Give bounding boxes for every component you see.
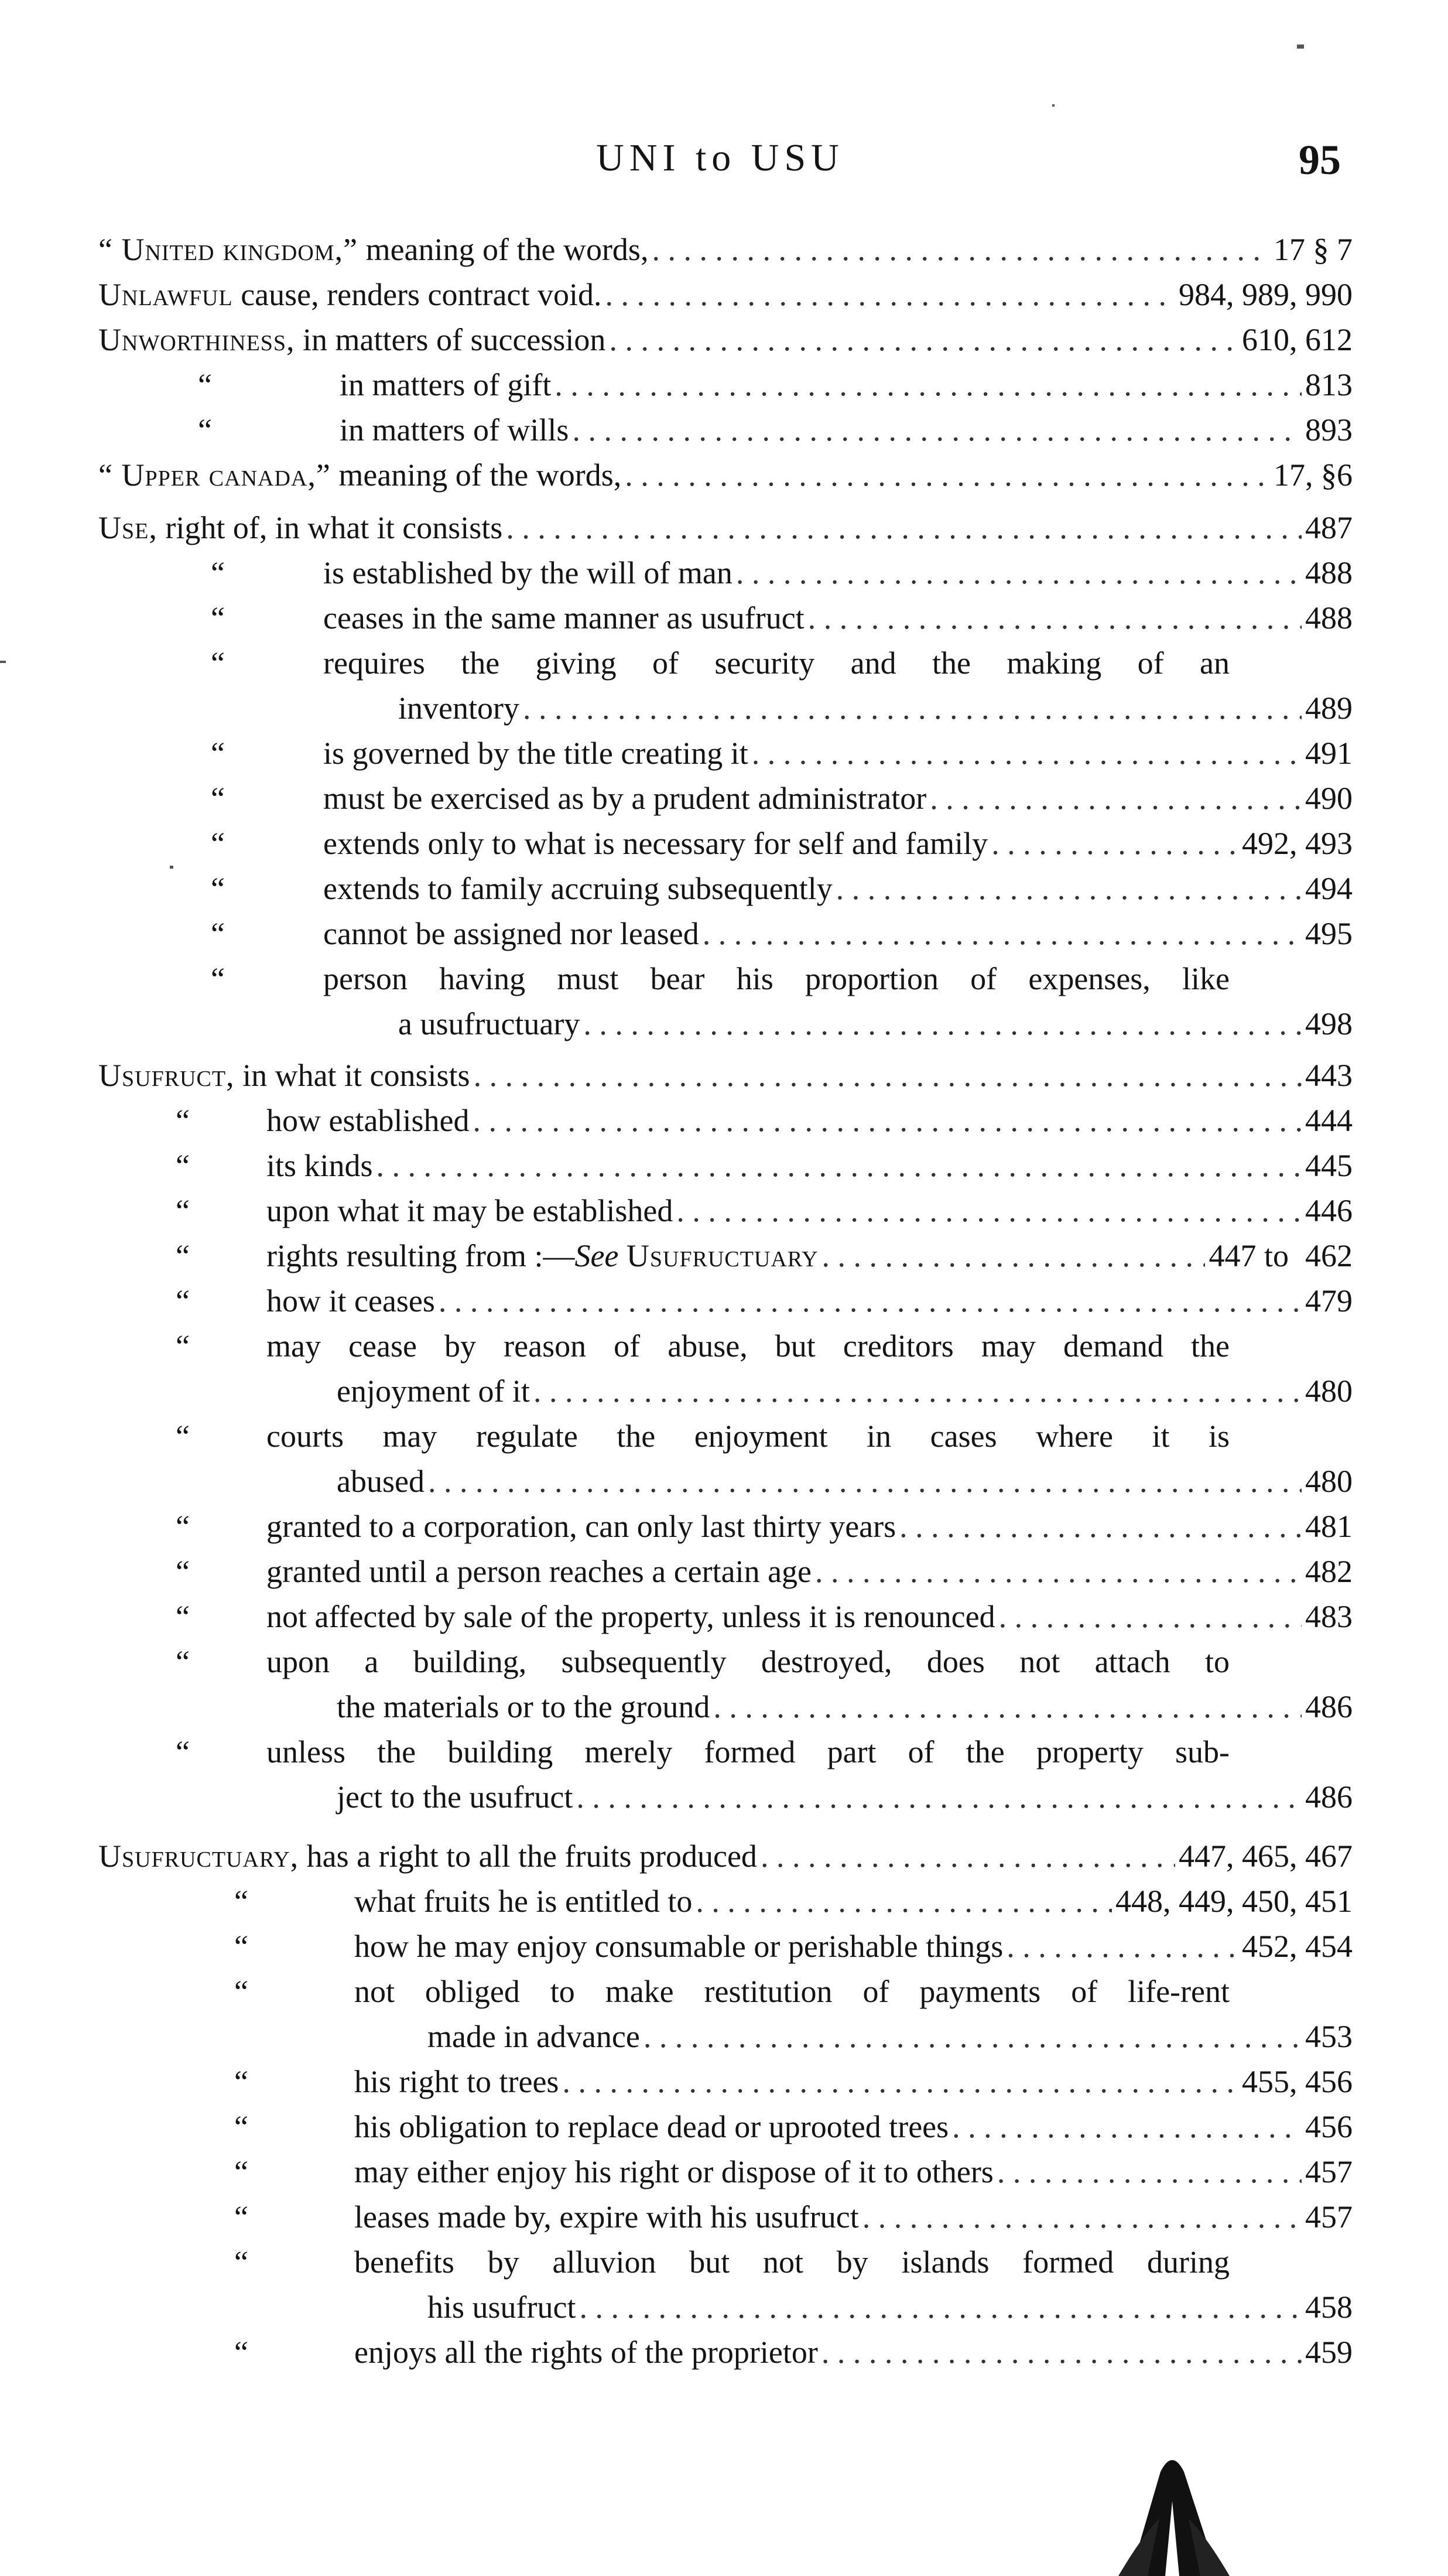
ditto-mark: “ <box>176 1734 190 1769</box>
index-entry-text: extends to family accruing subsequently <box>323 871 833 906</box>
page-reference: 487 <box>1305 510 1353 545</box>
index-entry-continuation: inventory <box>398 691 519 726</box>
index-entry <box>98 231 1353 268</box>
page-reference: 495 <box>1305 916 1353 951</box>
page-reference: 458 <box>1305 2290 1353 2325</box>
dot-leader <box>808 600 1302 636</box>
dot-leader <box>815 1553 1302 1590</box>
index-entry <box>323 555 1353 591</box>
page-reference: 457 <box>1305 2154 1353 2189</box>
index-entry-text: has a right to all the fruits produced <box>299 1839 757 1874</box>
index-entry-text: extends only to what is necessary for self and family <box>323 826 988 861</box>
ditto-mark: “ <box>234 2154 248 2189</box>
dot-leader <box>474 1057 1302 1094</box>
index-entry <box>323 735 1353 771</box>
page-reference: 479 <box>1305 1283 1353 1318</box>
index-entry-text: in matters of wills <box>340 412 569 447</box>
page-reference: 489 <box>1305 691 1353 726</box>
index-entry <box>427 2018 1353 2055</box>
index-entry <box>337 1689 1353 1725</box>
index-entry-text: not obliged to make restitution of payments of life-rent <box>354 1974 1230 2009</box>
index-entry <box>354 2334 1353 2370</box>
index-entry <box>266 1508 1353 1545</box>
index-entry <box>266 1102 1353 1139</box>
ditto-mark: “ <box>234 1929 248 1964</box>
page-reference: 453 <box>1305 2019 1353 2054</box>
page-reference: 488 <box>1305 555 1353 590</box>
dot-leader <box>952 2109 1302 2145</box>
page-reference: 483 <box>1305 1599 1353 1634</box>
page-reference: 455, 456 <box>1242 2064 1353 2099</box>
ditto-mark: “ <box>234 2244 248 2280</box>
page-reference: 443 <box>1305 1058 1353 1093</box>
index-entry-text: right of, in what it consists <box>157 510 503 545</box>
ditto-mark: “ <box>176 1509 190 1544</box>
ditto-mark: “ <box>234 2109 248 2144</box>
page-reference: 492, 493 <box>1242 826 1353 861</box>
index-entry-text: in what it consists <box>234 1058 470 1093</box>
dot-leader <box>703 915 1302 952</box>
index-entry-text: in matters of gift <box>340 367 552 402</box>
index-entry-text: meaning of the words, <box>358 232 649 267</box>
index-entry-text: is established by the will of man <box>323 555 732 590</box>
ditto-mark: “ <box>234 2064 248 2099</box>
ditto-mark: “ <box>198 412 212 447</box>
index-entry-text: person having must bear his proportion of expenses, like <box>323 961 1230 996</box>
dot-leader <box>554 367 1302 403</box>
dot-leader <box>999 1598 1302 1635</box>
page-reference-prefix: 447 to <box>1209 1238 1289 1273</box>
index-entry <box>98 1838 1353 1874</box>
page-reference: 610, 612 <box>1242 322 1353 357</box>
dot-leader <box>439 1283 1302 1319</box>
index-entry <box>337 1463 1353 1499</box>
dot-leader <box>643 2018 1302 2055</box>
index-entry-text: requires the giving of security and the making of an <box>323 645 1230 681</box>
see-term: Usufructuary <box>626 1238 819 1273</box>
index-entry <box>266 1193 1353 1229</box>
dot-leader <box>862 2199 1302 2235</box>
dot-leader <box>752 735 1302 771</box>
index-headword: “ United kingdom,” <box>98 232 358 267</box>
page-reference: 17, §6 <box>1274 457 1353 493</box>
index-entry <box>323 780 1353 816</box>
dot-leader <box>605 276 1175 313</box>
ditto-mark: “ <box>176 1328 190 1364</box>
index-entry <box>98 510 1353 546</box>
ditto-mark: “ <box>176 1644 190 1679</box>
dot-leader <box>428 1463 1302 1499</box>
print-speck <box>0 661 6 663</box>
index-entry-text: courts may regulate the enjoyment in cases where it is <box>266 1419 1230 1454</box>
page-reference: 457 <box>1305 2199 1353 2235</box>
ditto-mark: “ <box>176 1554 190 1589</box>
index-entry-text: granted until a person reaches a certain age <box>266 1554 812 1589</box>
dot-leader <box>696 1883 1112 1919</box>
dot-leader <box>562 2063 1238 2100</box>
page-reference: 448, 449, 450, 451 <box>1115 1884 1353 1919</box>
index-entry-text: what fruits he is entitled to <box>354 1884 693 1919</box>
index-entry <box>340 367 1353 403</box>
dot-leader <box>997 2154 1302 2190</box>
dot-leader <box>736 555 1302 591</box>
dot-leader <box>676 1193 1302 1229</box>
dot-leader <box>506 510 1302 546</box>
page-reference: 444 <box>1305 1103 1353 1138</box>
spacer <box>618 1238 627 1274</box>
page-reference: 813 <box>1305 367 1353 402</box>
index-entry <box>98 457 1353 493</box>
index-entry <box>354 1928 1353 1965</box>
page-reference: 445 <box>1305 1148 1353 1183</box>
index-entry <box>340 412 1353 448</box>
page-reference: 480 <box>1305 1464 1353 1499</box>
dot-leader <box>836 870 1302 907</box>
index-headword: Unlawful <box>98 277 233 312</box>
ditto-mark: “ <box>211 645 225 681</box>
index-entry-continuation: abused <box>337 1464 425 1499</box>
page-reference: 488 <box>1305 600 1353 636</box>
index-entry-text: ceases in the same manner as usufruct <box>323 600 805 636</box>
index-entry <box>323 825 1353 862</box>
page-reference: 447, 465, 467 <box>1179 1839 1353 1874</box>
dot-leader <box>376 1147 1302 1184</box>
index-entry <box>266 1598 1353 1635</box>
index-entry <box>354 2063 1353 2100</box>
printer-ornament-icon <box>1107 2448 1241 2576</box>
page-reference: 486 <box>1305 1779 1353 1815</box>
index-headword: “ Upper canada,” <box>98 457 331 493</box>
dot-leader <box>625 457 1270 493</box>
dot-leader <box>533 1373 1302 1409</box>
page-reference: 480 <box>1305 1374 1353 1409</box>
dot-leader <box>579 2289 1302 2325</box>
print-speck <box>1297 45 1304 49</box>
page-reference: 893 <box>1305 412 1353 447</box>
dot-leader <box>576 1779 1302 1815</box>
dot-leader <box>572 412 1302 448</box>
page-reference: 490 <box>1305 781 1353 816</box>
index-entry <box>337 1373 1353 1409</box>
page-reference: 486 <box>1305 1689 1353 1724</box>
index-entry-text: may cease by reason of abuse, but creditors may demand the <box>266 1328 1230 1364</box>
index-entry-continuation: enjoyment of it <box>337 1374 530 1409</box>
page-header <box>100 136 1341 189</box>
index-headword: Usufructuary, <box>98 1839 299 1874</box>
index-entry-text: rights resulting from :— <box>266 1238 575 1273</box>
index-entry-text: how established <box>266 1103 470 1138</box>
index-entry <box>354 2199 1353 2235</box>
index-entry-text: is governed by the title creating it <box>323 736 748 771</box>
index-entry-text: cause, renders contract void. <box>232 277 602 312</box>
page-reference: 498 <box>1305 1006 1353 1041</box>
ditto-mark: “ <box>211 826 225 861</box>
index-entry <box>266 1283 1353 1319</box>
running-head: UNI to USU <box>596 136 844 179</box>
ditto-mark: “ <box>234 2199 248 2235</box>
dot-leader <box>930 780 1302 816</box>
dot-leader <box>713 1689 1302 1725</box>
index-entry-text: enjoys all the rights of the proprietor <box>354 2335 818 2370</box>
page-reference: 462 <box>1305 1238 1353 1273</box>
index-entry <box>266 1147 1353 1184</box>
dot-leader <box>822 1238 1206 1274</box>
index-entry-text: leases made by, expire with his usufruct <box>354 2199 859 2235</box>
print-speck <box>1052 104 1055 107</box>
page-reference: 452, 454 <box>1242 1929 1353 1964</box>
ditto-mark: “ <box>176 1283 190 1318</box>
index-entry <box>354 2109 1353 2145</box>
ditto-mark: “ <box>234 1884 248 1919</box>
index-entry-text: its kinds <box>266 1148 373 1183</box>
index-entry-text: granted to a corporation, can only last thirty years <box>266 1509 896 1544</box>
ditto-mark: “ <box>211 781 225 816</box>
page-reference: 17 § 7 <box>1274 232 1353 267</box>
dot-leader <box>899 1508 1302 1545</box>
index-entry <box>398 690 1353 726</box>
ditto-mark: “ <box>211 600 225 636</box>
print-speck <box>170 866 173 869</box>
index-entry <box>323 600 1353 636</box>
dot-leader <box>473 1102 1302 1139</box>
page-reference: 459 <box>1305 2335 1353 2370</box>
index-entry <box>266 1553 1353 1590</box>
index-entry-continuation: the materials or to the ground <box>337 1689 710 1724</box>
page-reference: 984, 989, 990 <box>1179 277 1353 312</box>
index-entry <box>98 276 1353 313</box>
dot-leader <box>991 825 1238 862</box>
index-entry-continuation: ject to the usufruct <box>337 1779 573 1815</box>
page-reference: 446 <box>1305 1193 1353 1228</box>
index-entry <box>398 1006 1353 1042</box>
index-entry <box>337 1779 1353 1815</box>
dot-leader <box>523 690 1302 726</box>
index-entry-continuation: made in advance <box>427 2019 640 2054</box>
ditto-mark: “ <box>234 2335 248 2370</box>
dot-leader <box>821 2334 1302 2370</box>
index-entry-text: must be exercised as by a prudent administrator <box>323 781 927 816</box>
index-entry-text: cannot be assigned nor leased <box>323 916 699 951</box>
index-entry <box>354 1883 1353 1919</box>
index-entry <box>98 322 1353 358</box>
page-reference: 494 <box>1305 871 1353 906</box>
index-entry-text: upon a building, subsequently destroyed, does not attach to <box>266 1644 1230 1679</box>
index-entry-continuation: his usufruct <box>427 2290 576 2325</box>
index-entry-continuation: a usufructuary <box>398 1006 580 1041</box>
ditto-mark: “ <box>211 555 225 590</box>
page-reference: 491 <box>1305 736 1353 771</box>
ditto-mark: “ <box>211 916 225 951</box>
page-number: 95 <box>1299 136 1341 183</box>
index-entry <box>266 1238 1353 1274</box>
dot-leader <box>583 1006 1302 1042</box>
ditto-mark: “ <box>176 1148 190 1183</box>
ditto-mark: “ <box>176 1193 190 1228</box>
index-entry-text: not affected by sale of the property, unless it is renounced <box>266 1599 995 1634</box>
index-entry-text: upon what it may be established <box>266 1193 673 1228</box>
index-entry-text: may either enjoy his right or dispose of it to others <box>354 2154 994 2189</box>
ditto-mark: “ <box>234 1974 248 2009</box>
index-headword: Unworthiness, <box>98 322 295 357</box>
see-label: See <box>574 1238 619 1273</box>
page-reference: 456 <box>1305 2109 1353 2144</box>
page-reference: 481 <box>1305 1509 1353 1544</box>
index-entry <box>354 2154 1353 2190</box>
index-entry <box>323 915 1353 952</box>
index-entry <box>323 870 1353 907</box>
ditto-mark: “ <box>198 367 212 402</box>
ditto-mark: “ <box>176 1599 190 1634</box>
ditto-mark: “ <box>211 736 225 771</box>
ditto-mark: “ <box>211 961 225 996</box>
index-entry-text: how it ceases <box>266 1283 435 1318</box>
index-entry-text: his obligation to replace dead or uprooted trees <box>354 2109 949 2144</box>
index-entry-text: his right to trees <box>354 2064 559 2099</box>
dot-leader <box>1007 1928 1238 1965</box>
ditto-mark: “ <box>176 1419 190 1454</box>
index-entry-text: how he may enjoy consumable or perishable things <box>354 1929 1004 1964</box>
dot-leader <box>609 322 1238 358</box>
index-headword: Usufruct, <box>98 1058 235 1093</box>
ditto-mark: “ <box>176 1238 190 1273</box>
index-entry-text: benefits by alluvion but not by islands formed during <box>354 2244 1230 2280</box>
dot-leader <box>761 1838 1175 1874</box>
index-headword: Use, <box>98 510 158 545</box>
page-reference: 482 <box>1305 1554 1353 1589</box>
index-entry-text: in matters of succession <box>295 322 606 357</box>
dot-leader <box>652 231 1270 268</box>
ditto-mark: “ <box>211 871 225 906</box>
index-entry <box>98 1057 1353 1094</box>
index-entry <box>427 2289 1353 2325</box>
ditto-mark: “ <box>176 1103 190 1138</box>
index-entry-text: meaning of the words, <box>330 457 622 493</box>
index-entry-text: unless the building merely formed part of the property sub- <box>266 1734 1230 1769</box>
